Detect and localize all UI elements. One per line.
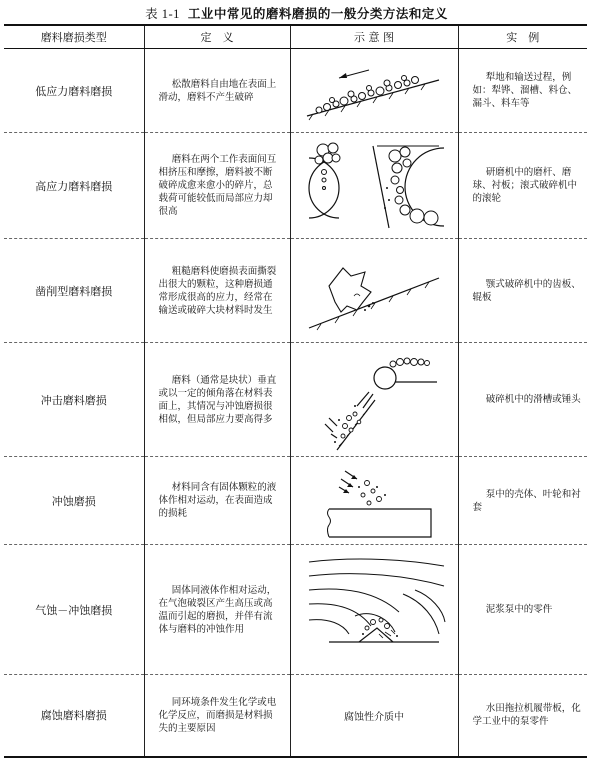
table-row bbox=[4, 675, 587, 757]
cavitation-diagram-icon bbox=[299, 550, 449, 670]
wear-definition: 材料同含有固体颗粒的液体作相对运动，在表面造成的损耗 bbox=[144, 457, 290, 545]
low-stress-diagram-icon bbox=[299, 56, 449, 126]
diagram-low-stress bbox=[290, 49, 458, 133]
table-row bbox=[4, 343, 587, 457]
header-type: 磨料磨损类型 bbox=[4, 25, 144, 49]
diagram-impact bbox=[290, 343, 458, 457]
wear-example: 犁地和输送过程，例如：犁铧、溜槽、料仓、漏斗、料车等 bbox=[458, 49, 587, 133]
wear-definition: 磨料在两个工作表面间互相挤压和摩擦，磨料被不断破碎成愈来愈小的碎片，总载荷可能较低而局部应力却很高 bbox=[144, 133, 290, 239]
table-number: 表 1-1 bbox=[145, 7, 180, 21]
header-example: 实 例 bbox=[458, 25, 587, 49]
table-row bbox=[4, 49, 587, 133]
wear-example: 破碎机中的滑槽或锤头 bbox=[458, 343, 587, 457]
wear-example: 泥浆泵中的零件 bbox=[458, 545, 587, 675]
header-definition: 定 义 bbox=[144, 25, 290, 49]
high-stress-diagram-icon bbox=[299, 138, 449, 233]
diagram-gouging bbox=[290, 239, 458, 343]
impact-diagram-icon bbox=[299, 348, 449, 452]
wear-definition: 固体同液体作相对运动，在气泡破裂区产生高压或高温而引起的磨损，并伴有流体与磨料的冲蚀作用 bbox=[144, 545, 290, 675]
table-row bbox=[4, 545, 587, 675]
wear-type: 冲击磨料磨损 bbox=[4, 343, 144, 457]
wear-example: 水田拖拉机履带板，化学工业中的泵零件 bbox=[458, 675, 587, 757]
wear-type: 高应力磨料磨损 bbox=[4, 133, 144, 239]
wear-definition: 粗糙磨料使磨损表面撕裂出很大的颗粒，这种磨损通常形成很高的应力，经常在输送或破碎大块材料时发生 bbox=[144, 239, 290, 343]
wear-example: 泵中的壳体、叶轮和衬套 bbox=[458, 457, 587, 545]
wear-type: 低应力磨料磨损 bbox=[4, 49, 144, 133]
erosion-diagram-icon bbox=[299, 461, 449, 541]
wear-definition: 松散磨料自由地在表面上滑动，磨料不产生破碎 bbox=[144, 49, 290, 133]
wear-type: 凿削型磨料磨损 bbox=[4, 239, 144, 343]
table-row bbox=[4, 457, 587, 545]
wear-definition: 同环境条件发生化学或电化学反应，而磨损是材料损失的主要原因 bbox=[144, 675, 290, 757]
table-row bbox=[4, 239, 587, 343]
wear-example: 颚式破碎机中的齿板、辊板 bbox=[458, 239, 587, 343]
gouging-diagram-icon bbox=[299, 246, 449, 336]
diagram-corrosive-text: 腐蚀性介质中 bbox=[290, 675, 458, 757]
wear-definition: 磨料（通常是块状）垂直或以一定的倾角落在材料表面上，其情况与冲蚀磨损很相似，但局部应力要高得多 bbox=[144, 343, 290, 457]
table-caption: 工业中常见的磨料磨损的一般分类方法和定义 bbox=[187, 6, 448, 21]
wear-type: 气蚀－冲蚀磨损 bbox=[4, 545, 144, 675]
abrasive-wear-table bbox=[4, 24, 587, 758]
diagram-cavitation bbox=[290, 545, 458, 675]
wear-example: 研磨机中的磨杆、磨球、衬板；滚式破碎机中的滚轮 bbox=[458, 133, 587, 239]
header-diagram: 示 意 图 bbox=[290, 25, 458, 49]
wear-type: 腐蚀磨料磨损 bbox=[4, 675, 144, 757]
table-row bbox=[4, 133, 587, 239]
header-row bbox=[4, 25, 587, 49]
table-title bbox=[0, 4, 593, 22]
wear-type: 冲蚀磨损 bbox=[4, 457, 144, 545]
diagram-high-stress bbox=[290, 133, 458, 239]
diagram-erosion bbox=[290, 457, 458, 545]
